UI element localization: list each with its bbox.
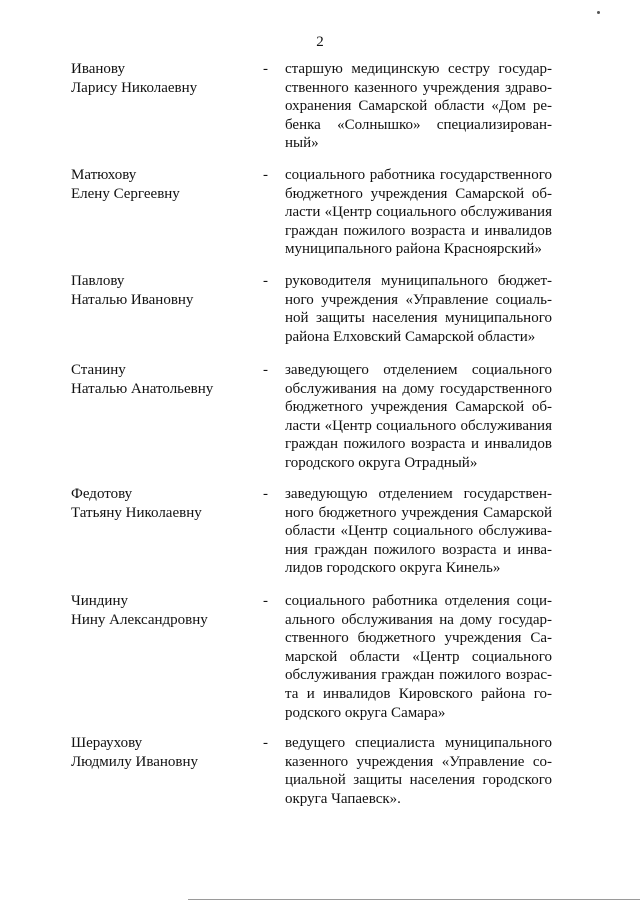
position-description <box>285 361 552 473</box>
position-line: бюджетного учреждения Самарской об- <box>285 399 552 416</box>
position-line: социального работника государственного <box>285 167 552 183</box>
given-names: Нину Александровну <box>71 612 208 628</box>
position-line: казенного учреждения «Управление со- <box>285 753 552 770</box>
position-line: граждан пожилого возраста и инвалидов <box>285 222 552 239</box>
dash-separator: - <box>263 61 268 77</box>
position-description <box>285 485 552 578</box>
person-name <box>71 592 251 630</box>
dash-separator: - <box>263 167 268 183</box>
dash-separator: - <box>263 486 268 502</box>
page-number: 2 <box>316 34 324 50</box>
dash-separator: - <box>263 735 268 751</box>
position-line: заведующего отделением социального <box>285 362 552 378</box>
position-line: ласти «Центр социального обслуживания <box>285 204 552 221</box>
dash-separator: - <box>263 593 268 609</box>
person-name <box>71 272 251 310</box>
person-name <box>71 60 251 98</box>
position-line: та и инвалидов Кировского района го- <box>285 685 552 702</box>
person-name <box>71 361 251 399</box>
position-line: марской области «Центр социального <box>285 648 552 665</box>
position-description <box>285 60 552 153</box>
position-line: ния граждан пожилого возраста и инва- <box>285 541 552 558</box>
person-name <box>71 166 251 204</box>
dash-separator: - <box>263 273 268 289</box>
position-description <box>285 272 552 346</box>
surname: Иванову <box>71 61 125 77</box>
position-line: старшую медицинскую сестру государ- <box>285 61 552 77</box>
position-line: обслуживания граждан пожилого возрас- <box>285 667 552 684</box>
position-line: бенка «Солнышко» специализирован- <box>285 116 552 133</box>
scan-speck <box>597 11 600 14</box>
position-line: ственного казенного учреждения здраво- <box>285 79 552 96</box>
position-line: ной защиты населения муниципального <box>285 310 552 327</box>
position-line: муниципального района Красноярский» <box>285 241 542 258</box>
given-names: Людмилу Ивановну <box>71 754 199 770</box>
position-line: ственного бюджетного учреждения Са- <box>285 630 552 647</box>
position-line: ного учреждения «Управление социаль- <box>285 291 552 308</box>
given-names: Ларису Николаевну <box>71 80 198 96</box>
position-line: социального работника отделения соци- <box>285 593 552 609</box>
person-name <box>71 734 251 772</box>
surname: Чиндину <box>71 593 128 609</box>
position-line: обслуживания на дому государственного <box>285 380 552 397</box>
surname: Федотову <box>71 486 133 502</box>
dash-separator: - <box>263 362 268 378</box>
position-line: лидов городского округа Кинель» <box>285 560 501 577</box>
position-line: городского округа Отрадный» <box>285 454 478 471</box>
given-names: Наталью Анатольевну <box>71 381 214 397</box>
surname: Шераухову <box>71 735 143 751</box>
position-line: ального обслуживания на дому государ- <box>285 611 552 628</box>
position-line: родского округа Самара» <box>285 704 446 721</box>
surname: Павлову <box>71 273 125 289</box>
position-line: охранения Самарской области «Дом ре- <box>285 98 552 115</box>
position-line: ласти «Центр социального обслуживания <box>285 417 552 434</box>
position-line: циальной защиты населения городского <box>285 772 552 789</box>
given-names: Наталью Ивановну <box>71 292 194 308</box>
position-line: ведущего специалиста муниципального <box>285 735 552 751</box>
given-names: Татьяну Николаевну <box>71 505 202 521</box>
surname: Станину <box>71 362 126 378</box>
position-line: области «Центр социального обслужива- <box>285 523 552 540</box>
position-line: заведующую отделением государствен- <box>285 486 552 502</box>
position-line: руководителя муниципального бюджет- <box>285 273 552 289</box>
scan-edge-line <box>188 899 640 900</box>
position-line: бюджетного учреждения Самарской об- <box>285 185 552 202</box>
person-name <box>71 485 251 523</box>
position-line: граждан пожилого возраста и инвалидов <box>285 436 552 453</box>
position-description <box>285 734 552 808</box>
position-line: ный» <box>285 135 319 152</box>
position-line: округа Чапаевск». <box>285 790 401 807</box>
given-names: Елену Сергеевну <box>71 186 180 202</box>
surname: Матюхову <box>71 167 137 183</box>
position-description <box>285 592 552 722</box>
position-line: ного бюджетного учреждения Самарской <box>285 504 552 521</box>
position-description <box>285 166 552 259</box>
position-line: района Елховский Самарской области» <box>285 328 536 345</box>
